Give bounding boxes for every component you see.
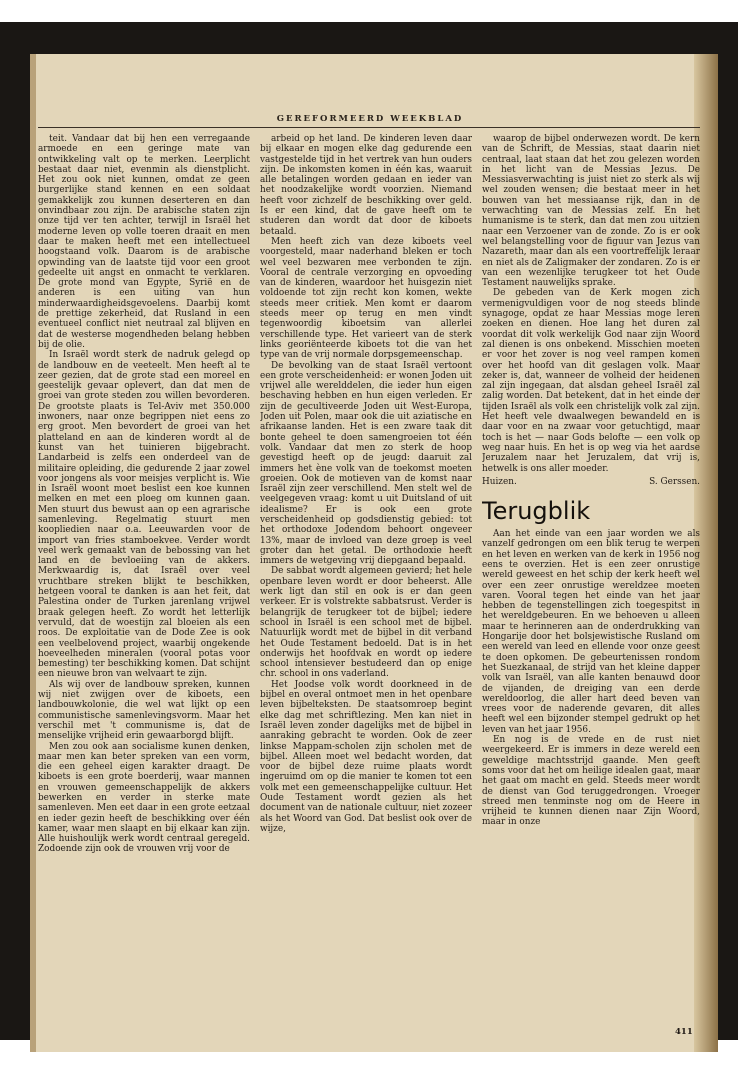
paragraph: Als wij over de landbouw spreken, kunnen wij niet zwijgen over de kiboets, een landbouwkolonie, die wel wat lijkt op een communistische samenlevingsvorm. Maar het verschil met 't communisme is, dat de menselijke vrijheid erin gewaarborgd blijft. xyxy=(38,679,250,742)
text-column-2 xyxy=(260,134,472,1052)
text-column-1 xyxy=(38,134,250,1052)
magazine-page xyxy=(30,54,718,1052)
paragraph: teit. Vandaar dat bij hen een verregaande armoede en een geringe mate van ontwikkeling valt op te merken. Leerplicht bestaat daar niet, evenmin als dienstplicht. Het zou ook niet kunnen, omdat ze geen burgerlijke stand kennen en een soldaat gemakkelijk zou kunnen deserteren en dan onvindbaar zou zijn. De arabische staten zijn onze tijd ver ten achter, terwijl in Israël het moderne leven op volle toeren draait en men daar te maken heeft met een intellectueel hoogstaand volk. Daarom is de arabische opwinding van de laatste tijd voor een groot gedeelte uit angst en onmacht te verklaren. De grote mond van Egypte, Syrië en de anderen is een uiting van hun minderwaardigheidsgevoelens. Daarbij komt de prettige zekerheid, dat Rusland in een eventueel conflict niet neutraal zal blijven en dat de westerse mogendheden belang hebben bij de olie. xyxy=(38,134,250,350)
text-column-3 xyxy=(482,134,700,1052)
paragraph: In Israël wordt sterk de nadruk gelegd op de landbouw en de veeteelt. Men heeft al te zeer gezien, dat de grote stad een moreel en geestelijk gevaar oplevert, dan dat men de groei van grote steden zou willen bevorderen. De grootste plaats is Tel-Aviv met 350.000 inwoners, naar onze begrippen niet eens zo erg groot. Men bevordert de groei van het platteland en aan de kinderen wordt al de kunst van het tuinieren bijgebracht. Landarbeid is zelfs een onderdeel van de militaire opleiding, die gedurende 2 jaar zowel voor jongens als voor meisjes verplicht is. Wie in Israël woont moet beslist een koe kunnen melken en met een ploeg om kunnen gaan. Men stuurt dus bewust aan op een agrarische samenleving. Regelmatig stuurt men koopliedien naar o.a. Leeuwarden voor de import van fries stamboekvee. Verder wordt veel werk gemaakt van de bebossing van het land en de bevloeiing van de akkers. Merkwaardig is, dat Israël over veel vruchtbare streken blijkt te beschikken, hetgeen vooral te danken is aan het feit, dat Palestina onder de Turken jarenlang vrijwel braak gelegen heeft. Zo wordt het letterlijk vervuld, dat de woestijn zal bloeien als een roos. De exploitatie van de Dode Zee is ook een veelbelovend project, waarbij ongekende hoeveelheden mineralen (vooral potas voor bemesting) ter beschikking komen. Dat schijnt een nieuwe bron van welvaart te zijn. xyxy=(38,350,250,680)
paragraph: Het Joodse volk wordt doorkneed in de bijbel en overal ontmoet men in het openbare leven bijbelteksten. De staatsomroep begint elke dag met schriftlezing. Men kan niet in Israël leven zonder dagelijks met de bijbel in aanraking gebracht te worden. Ook de zeer linkse Mappam-scholen zijn scholen met de bijbel. Alleen moet wel bedacht worden, dat voor de bijbel deze ruime plaats wordt ingeruimd om op die manier te komen tot een volk met een gemeenschappelijke cultuur. Het Oude Testament wordt gezien als het document van de nationale cultuur, niet zozeer als het Woord van God. Dat beslist ook over de wijze, xyxy=(260,679,472,834)
running-header: GEREFORMEERD WEEKBLAD xyxy=(276,114,464,124)
signature-line xyxy=(482,477,700,487)
page-gutter-shadow xyxy=(30,54,36,1052)
paragraph: Aan het einde van een jaar worden we als vanzelf gedrongen om een blik terug te werpen en het leven en werken van de kerk in 1956 nog eens te overzien. Het is een zeer onrustige wereld geweest en het schip der kerk heeft wel over een zeer onrustige wereldzee moeten varen. Vooral tegen het einde van het jaar hebben de tegenstellingen zich toegespitst in het wereldgebeuren. En we behoeven u alleen maar te herinneren aan de onderdrukking van Hongarije door het bolsjewistische Rusland om een wereld van leed en ellende voor onze geest te doen opkomen. De gebeurtenissen rondom het Suezkanaal, de strijd van het kleine dapper volk van Israël, van alle kanten benauwd door de vijanden, de dreiging van een derde wereldoorlog, die aller hart deed beven van vrees voor de naderende gevaren, dit alles heeft wel een bijzonder stempel gedrukt op het leven van het jaar 1956. xyxy=(482,529,700,735)
paragraph: En nog is de vrede en de rust niet weergekeerd. Er is immers in deze wereld een geweldige machtsstrijd gaande. Men geeft soms voor dat het om heilige idealen gaat, maar het gaat om macht en geld. Steeds meer wordt de dienst van God teruggedrongen. Vroeger streed men tenminste nog om de Heere in vrijheid te kunnen dienen naar Zijn Woord, maar in onze xyxy=(482,735,700,828)
page-number: 411 xyxy=(675,1027,693,1037)
paragraph: waarop de bijbel onderwezen wordt. De kern van de Schrift, de Messias, staat daarin niet centraal, laat staan dat het zou gelezen worden in het licht van de Messias Jezus. De Messiasverwachting is juist niet zo sterk als wij wel zouden wensen; die bestaat meer in het bouwen van het messiaanse rijk, dan in de verwachting van de Messias zelf. En het humanisme is te sterk, dan dat men zou uitzien naar een Verzoener van de zonde. Zo is er ook wel belangstelling voor de figuur van Jezus van Nazareth, maar dan als een voortreffelijk leraar en niet als de Zaligmaker der zondaren. Zo is er van een wezenlijke terugkeer tot het Oude Testament nauwelijks sprake. xyxy=(482,134,700,289)
signature-author: S. Gerssen. xyxy=(649,476,700,487)
paragraph: De sabbat wordt algemeen gevierd; het hele openbare leven wordt er door beheerst. Alle werk ligt dan stil en ook is er dan geen verkeer. Er is volstrekte sabbatsrust. Verder is belangrijk de terugkeer tot de bijbel; iedere school in Israël is een school met de bijbel. Natuurlijk wordt met de bijbel in dit verband het Oude Testament bedoeld. Dat is in het onderwijs het hoofdvak en wordt op iedere school intensiever bestudeerd dan op enige chr. school in ons vaderland. xyxy=(260,566,472,680)
paragraph: De gebeden van de Kerk mogen zich vermenigvuldigen voor de nog steeds blinde synagoge, opdat ze haar Messias moge leren zoeken en dienen. Hoe lang het duren zal voordat dit volk werkelijk God naar zijn Woord zal dienen is ons onbekend. Misschien moeten er voor het zover is nog veel rampen komen over het hoofd van dit geslagen volk. Maar zeker is, dat, wanneer de volheid der heidenen zal zijn ingegaan, dat alsdan geheel Israël zal zalig worden. Dat betekent, dat in het einde der tijden Israël als volk een christelijk volk zal zijn. Het heeft vele dwaalwegen bewandeld en is daar voor en na zwaar voor getuchtigd, maar toch is het — naar Gods belofte — een volk op weg naar huis. En het is op weg via het aardse Jeruzalem naar het Jeruzalem, dat vrij is, hetwelk is ons aller moeder. xyxy=(482,288,700,474)
paragraph: De bevolking van de staat Israël vertoont een grote verscheidenheid: er wonen Joden uit vrijwel alle werelddelen, die ieder hun eigen beschaving hebben en hun eigen verleden. Er zijn de gecultiveerde Joden uit West-Europa, Joden uit Polen, maar ook die uit aziatische en afrikaanse landen. Het is een zware taak dit bonte geheel te doen samengroeien tot één volk. Vandaar dat men zo sterk de hoop gevestigd heeft op de jeugd: daaruit zal immers het ène volk van de toekomst moeten groeien. Ook de motieven van de komst naar Israël zijn zeer verschillend. Men stelt wel de veelgegeven vraag: komt u uit Duitsland of uit idealisme? Er is ook een grote verscheidenheid op godsdienstig gebied: tot het orthodoxe Jodendom behoort ongeveer 13%, maar de invloed van deze groep is veel groter dan het getal. De orthodoxie heeft immers de wetgeving vrij diepgaand bepaald. xyxy=(260,360,472,567)
section-heading: Terugblik xyxy=(482,497,591,526)
paragraph: Men zou ook aan socialisme kunen denken, maar men kan beter spreken van een vorm, die een geheel eigen karakter draagt. De kiboets is een grote boerderij, waar mannen en vrouwen gemeenschappelijk de akkers bewerken en verder in sterke mate samenleven. Men eet daar in een grote eetzaal en ieder gezin heeft de beschikking over één kamer, waar men slaapt en bij elkaar kan zijn. Alle huishoulijk werk wordt centraal geregeld. Zodoende zijn ook de vrouwen vrij voor de xyxy=(38,741,250,855)
paragraph: arbeid op het land. De kinderen leven daar bij elkaar en mogen elke dag gedurende een vastgestelde tijd in het vertrek van hun ouders zijn. De inkomsten komen in één kas, waaruit alle betalingen worden gedaan en ieder van het noodzakelijke wordt voorzien. Niemand heeft voor zichzelf de beschikking over geld. Is er een kind, dat de gave heeft om te studeren dan wordt dat door de kiboets betaald. xyxy=(260,134,472,237)
scan-background xyxy=(0,22,738,1040)
signature-place: Huizen. xyxy=(482,476,517,487)
paragraph: Men heeft zich van deze kiboets veel voorgesteld, maar naderhand bleken er toch wel veel bezwaren mee verbonden te zijn. Vooral de centrale verzorging en opvoeding van de kinderen, waardoor het huisgezin niet voldoende tot zijn recht kon komen, wekte steeds meer critiek. Men komt er daarom steeds meer op terug en men vindt tegenwoordig kiboetsim van allerlei verschillende type. Het varieert van de sterk links georiënteerde kiboets tot die van het type van de vrij normale dorpsgemeenschap. xyxy=(260,236,472,361)
header-rule xyxy=(38,127,700,128)
